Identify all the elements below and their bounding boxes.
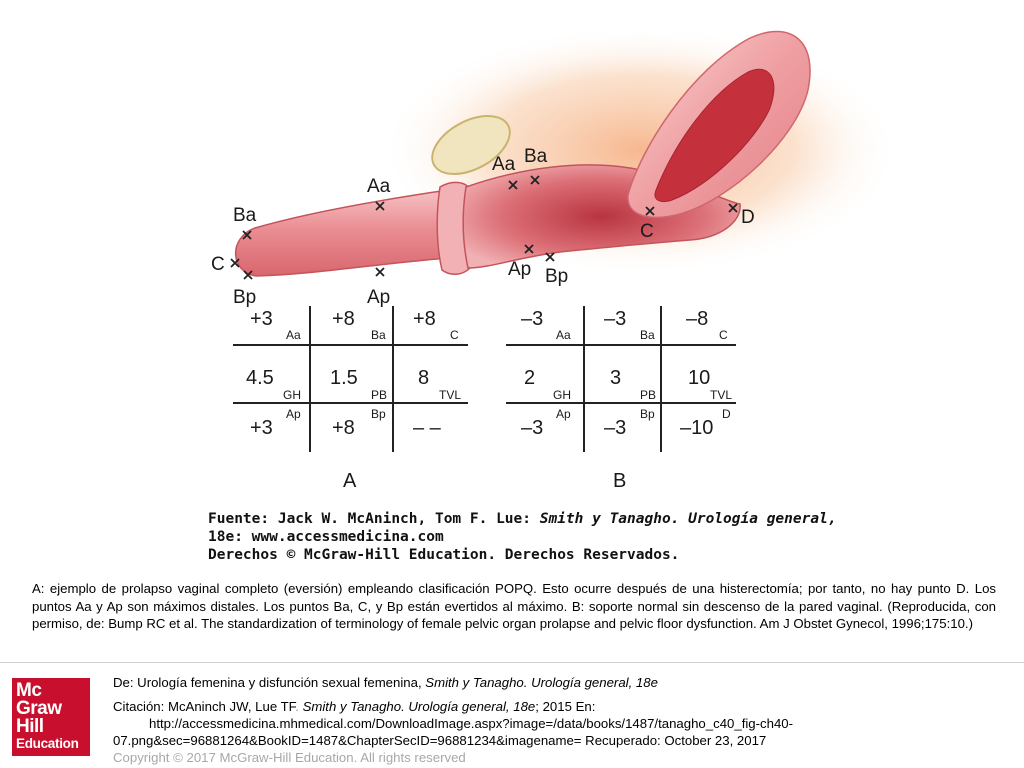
grid-a-sub: Ba	[371, 328, 386, 342]
popq-grid-a	[233, 306, 468, 492]
footer-citation-line	[113, 698, 1013, 715]
source-credit	[208, 511, 837, 563]
grid-a-letter: A	[343, 470, 357, 492]
label-bp-left: Bp	[233, 287, 257, 308]
figure-caption: A: ejemplo de prolapso vaginal completo (eversión) empleando clasificación POPQ. Esto ocurre después de una histerectomía; por tanto, no hay punto D. Los puntos Aa y Ap son máximos distales. Los puntos Ba, C, y Bp están evertidos al máximo. B: soporte normal sin descenso de la pared vaginal. (Reproducida, con permiso, de: Bump RC et al. The standardization of terminology of female pelvic organ prolapse and pelvic floor dysfunction. Am J Obstet Gynecol, 1996;175:10.)	[32, 581, 996, 631]
source-line-2: 18e: www.accessmedicina.com	[208, 529, 444, 545]
logo-line-4: Education	[16, 736, 79, 751]
grid-b-sub: GH	[553, 388, 571, 402]
label-ba-left: Ba	[233, 205, 257, 226]
grid-a-value: +3	[250, 417, 273, 439]
grid-b-value: –8	[686, 308, 709, 330]
grid-b-sub: Bp	[640, 407, 655, 421]
label-c-left: C	[211, 254, 225, 275]
grid-a-value: +8	[332, 417, 355, 439]
grid-b-sub: C	[719, 328, 728, 342]
label-d-right: D	[741, 207, 755, 228]
popq-grid-b	[506, 306, 736, 492]
grid-b-value: –3	[521, 417, 544, 439]
grid-a-value: – –	[413, 417, 441, 439]
grid-b-value: –10	[680, 417, 714, 439]
grid-a-value: +8	[413, 308, 436, 330]
grid-b-sub: Ap	[556, 407, 571, 421]
footer-divider	[0, 662, 1024, 663]
grid-b-sub: D	[722, 407, 731, 421]
grid-a-sub: Ap	[286, 407, 301, 421]
grid-a-value: 8	[418, 367, 430, 389]
grid-a-value: 4.5	[246, 367, 274, 389]
grid-b-value: 10	[688, 367, 711, 389]
footer-url-line-1[interactable]: http://accessmedicina.mhmedical.com/DownloadImage.aspx?image=/data/books/1487/tanagho_c40_fig-ch40-	[149, 716, 794, 731]
footer-citation-suffix: ; 2015 En:	[535, 699, 596, 714]
grid-b-sub: TVL	[710, 388, 733, 402]
source-line-1-italic: Smith y Tanagho. Urología general,	[539, 511, 837, 527]
label-ba-right: Ba	[524, 146, 548, 167]
footer-from-prefix: De: Urología femenina y disfunción sexual femenina,	[113, 675, 426, 690]
grid-b-letter: B	[613, 470, 627, 492]
label-aa-mid: Aa	[367, 176, 391, 197]
footer-citation-prefix: Citación: McAninch JW, Lue TF	[113, 699, 296, 714]
grid-b-sub: PB	[640, 388, 657, 402]
grid-b-sub: Ba	[640, 328, 655, 342]
footer-citation-sep: .	[295, 699, 303, 714]
grid-b-value: –3	[521, 308, 544, 330]
source-line-1	[208, 511, 837, 527]
mcgraw-hill-logo	[12, 678, 90, 756]
grid-a-value: +3	[250, 308, 273, 330]
grid-b-sub: Aa	[556, 328, 571, 342]
logo-line-3: Hill	[16, 716, 44, 737]
label-bp-right: Bp	[545, 266, 569, 287]
label-ap-right: Ap	[508, 259, 532, 280]
label-ap-mid: Ap	[367, 287, 391, 308]
logo-line-1: Mc	[16, 680, 42, 701]
grid-b-value: 3	[610, 367, 622, 389]
grid-a-sub: Bp	[371, 407, 386, 421]
grid-a-value: +8	[332, 308, 355, 330]
grid-a-value: 1.5	[330, 367, 358, 389]
footer-url-line-2[interactable]: 07.png&sec=96881264&BookID=1487&ChapterSecID=96881234&imagename= Recuperado: October 23, 2017	[113, 733, 767, 748]
grid-b-value: 2	[524, 367, 536, 389]
logo-line-2: Graw	[16, 698, 62, 719]
grid-a-sub: PB	[371, 388, 388, 402]
grid-a-sub: TVL	[439, 388, 462, 402]
grid-a-sub: GH	[283, 388, 301, 402]
grid-b-value: –3	[604, 417, 627, 439]
footer-from-italic: Smith y Tanagho. Urología general, 18e	[425, 675, 658, 690]
footer-copyright: Copyright © 2017 McGraw-Hill Education. All rights reserved	[113, 750, 466, 765]
footer-citation-italic: Smith y Tanagho. Urología general, 18e	[302, 699, 536, 714]
everted-canal-left	[236, 190, 450, 276]
label-c-right: C	[640, 221, 654, 242]
grid-b-value: –3	[604, 308, 627, 330]
footer-from-line	[113, 674, 1013, 691]
source-line-1-prefix: Fuente: Jack W. McAninch, Tom F. Lue:	[208, 511, 540, 527]
footer-citation	[113, 674, 1013, 766]
source-line-3: Derechos © McGraw-Hill Education. Derechos Reservados.	[208, 547, 680, 563]
grid-a-sub: C	[450, 328, 459, 342]
grid-a-sub: Aa	[286, 328, 301, 342]
label-aa-right: Aa	[492, 154, 516, 175]
